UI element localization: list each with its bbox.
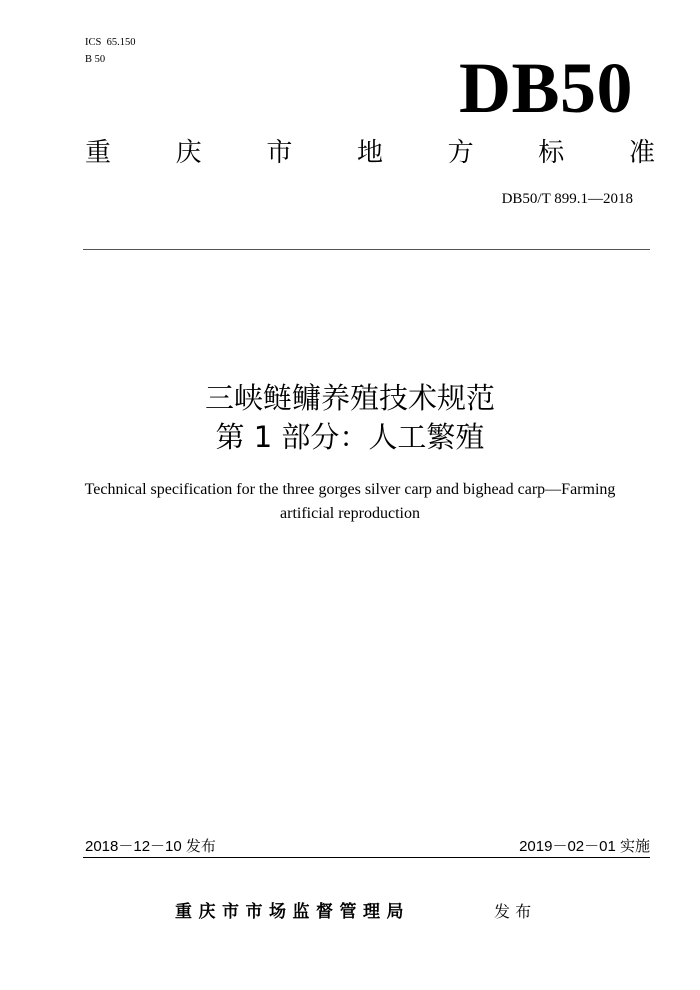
title-line-part: 第 1 部分：人工繁殖 <box>215 420 485 454</box>
header-divider <box>83 249 650 250</box>
implement-date: 2019－02－01 实施 <box>519 838 650 855</box>
english-title-line-2: artificial reproduction <box>280 505 420 522</box>
english-title <box>0 478 700 526</box>
heading-character: 地 <box>356 138 383 168</box>
ccs-code: B 50 <box>85 54 106 65</box>
heading-character: 重 <box>85 138 112 168</box>
ics-code: ICS 65.150 <box>85 37 136 48</box>
document-title <box>0 379 700 457</box>
heading-character: 市 <box>266 138 293 168</box>
footer-divider <box>83 857 650 858</box>
heading-character: 准 <box>628 138 655 168</box>
title-line-main: 三峡鲢鳙养殖技术规范 <box>204 381 495 415</box>
heading-character: 标 <box>538 138 565 168</box>
heading-character: 方 <box>447 138 474 168</box>
standard-logo: DB50 <box>458 48 633 128</box>
english-title-line-1: Technical specification for the three gorges silver carp and bighead carp—Farming <box>84 481 616 498</box>
issue-action-label: 发 布 <box>494 902 532 921</box>
standard-type-heading <box>85 137 655 169</box>
publish-date: 2018－12－10 发布 <box>85 838 216 855</box>
standard-number: DB50/T 899.1—2018 <box>501 191 633 207</box>
issuing-authority: 重庆市市场监督管理局 <box>175 902 410 922</box>
heading-character: 庆 <box>175 138 202 168</box>
